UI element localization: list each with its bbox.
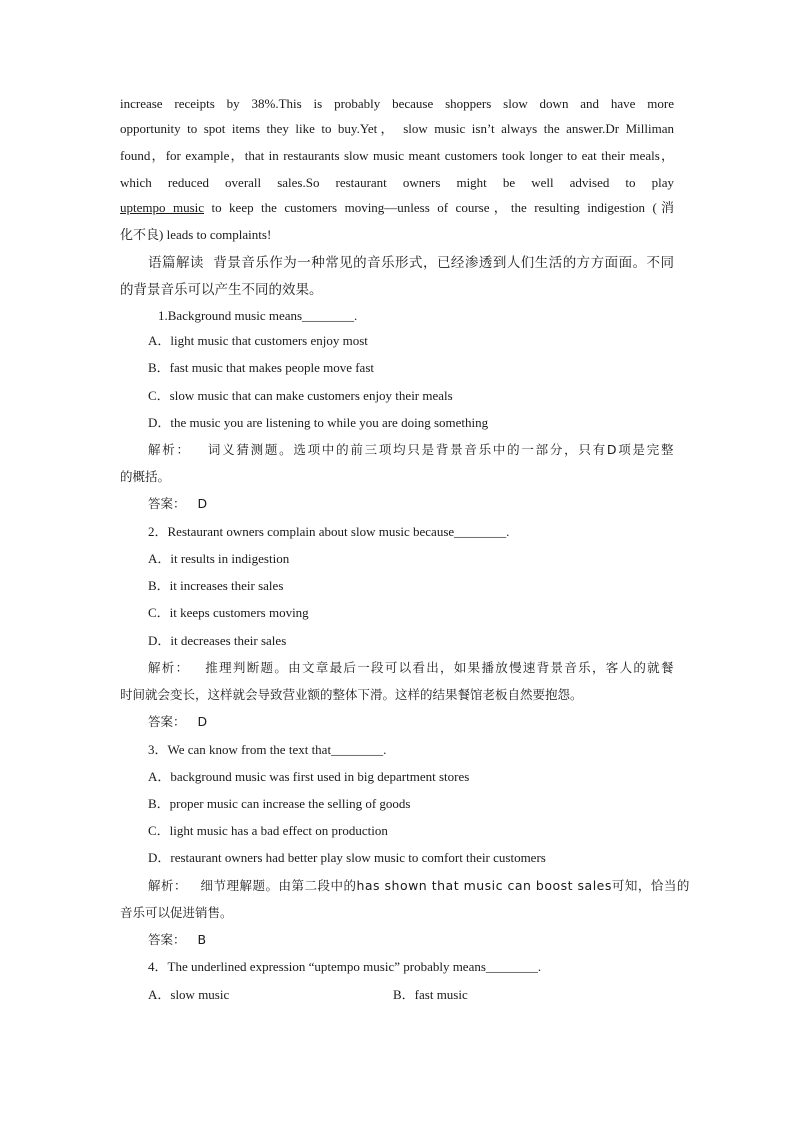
question-1-explanation-1 (120, 437, 674, 463)
explanation-label: 解析： (148, 442, 191, 457)
question-4-option-a: A．slow music (148, 987, 230, 1002)
question-3-stem: 3．We can know from the text that________. (148, 742, 387, 757)
answer-value: B (197, 932, 207, 947)
explanation-label: 解析： (148, 878, 188, 893)
question-3-option-d: D．restaurant owners had better play slow music to comfort their customers (148, 850, 546, 865)
question-3-explanation-2: 音乐可以促进销售。 (120, 905, 233, 920)
summary-line-1 (148, 250, 674, 276)
question-3-option-c: C．light music has a bad effect on production (148, 823, 388, 838)
question-2-explanation-1 (120, 655, 674, 681)
summary-text-1: 背景音乐作为一种常见的音乐形式，已经渗透到人们生活的方方面面。不同 (213, 255, 674, 271)
question-3-option-b: B．proper music can increase the selling of goods (148, 796, 411, 811)
question-2-stem: 2．Restaurant owners complain about slow music because________. (148, 524, 510, 539)
passage-line-5-rest: to keep the customers moving—unless of course，the resulting indigestion (消 (204, 200, 674, 215)
passage-line-2: opportunity to spot items they like to buy.Yet， slow music isn’t always the answer.Dr Milliman (120, 121, 674, 136)
question-2-answer (148, 709, 207, 735)
passage-line-1: increase receipts by 38%.This is probably because shoppers slow down and have more (120, 96, 674, 111)
question-1-stem: 1.Background music means________. (158, 308, 358, 323)
question-4-option-b: B．fast music (393, 987, 468, 1002)
question-3-answer (148, 927, 206, 953)
question-4-stem: 4．The underlined expression “uptempo music” probably means________. (148, 959, 542, 974)
question-1-option-d: D．the music you are listening to while you are doing something (148, 415, 489, 430)
question-2-option-a: A．it results in indigestion (148, 551, 290, 566)
underlined-expression: uptempo music (120, 200, 205, 215)
answer-label: 答案： (148, 932, 186, 947)
question-3-explanation-1 (120, 873, 690, 899)
explanation-text: 词义猜测题。选项中的前三项均只是背景音乐中的一部分，只有D项是完整 (207, 442, 674, 457)
question-1-option-c: C．slow music that can make customers enjoy their meals (148, 388, 453, 403)
question-1-option-a: A．light music that customers enjoy most (148, 333, 368, 348)
passage-line-6: 化不良) leads to complaints! (120, 227, 272, 242)
question-1-explanation-2: 的概括。 (120, 469, 171, 484)
answer-label: 答案： (148, 496, 186, 511)
question-3-option-a: A．background music was first used in big department stores (148, 769, 470, 784)
answer-value: D (197, 496, 208, 511)
passage-line-5 (120, 195, 674, 221)
passage-line-4: which reduced overall sales.So restaurant owners might be well advised to play (120, 175, 674, 190)
summary-line-2: 的背景音乐可以产生不同的效果。 (120, 282, 323, 298)
question-2-explanation-2: 时间就会变长，这样就会导致营业额的整体下滑。这样的结果餐馆老板自然要抱怨。 (120, 687, 583, 702)
answer-label: 答案： (148, 714, 186, 729)
passage-line-3: found，for example，that in restaurants slow music meant customers took longer to eat their meals， (120, 148, 674, 163)
summary-label: 语篇解读 (148, 255, 204, 271)
question-1-option-b: B．fast music that makes people move fast (148, 360, 375, 375)
question-1-answer (148, 491, 207, 517)
question-2-option-c: C．it keeps customers moving (148, 605, 309, 620)
question-2-option-d: D．it decreases their sales (148, 633, 287, 648)
explanation-label: 解析： (148, 660, 190, 675)
explanation-text: 细节理解题。由第二段中的has shown that music can boost sales可知，恰当的 (200, 878, 690, 893)
explanation-text: 推理判断题。由文章最后一段可以看出，如果播放慢速背景音乐，客人的就餐 (205, 660, 674, 675)
answer-value: D (197, 714, 208, 729)
question-2-option-b: B．it increases their sales (148, 578, 284, 593)
